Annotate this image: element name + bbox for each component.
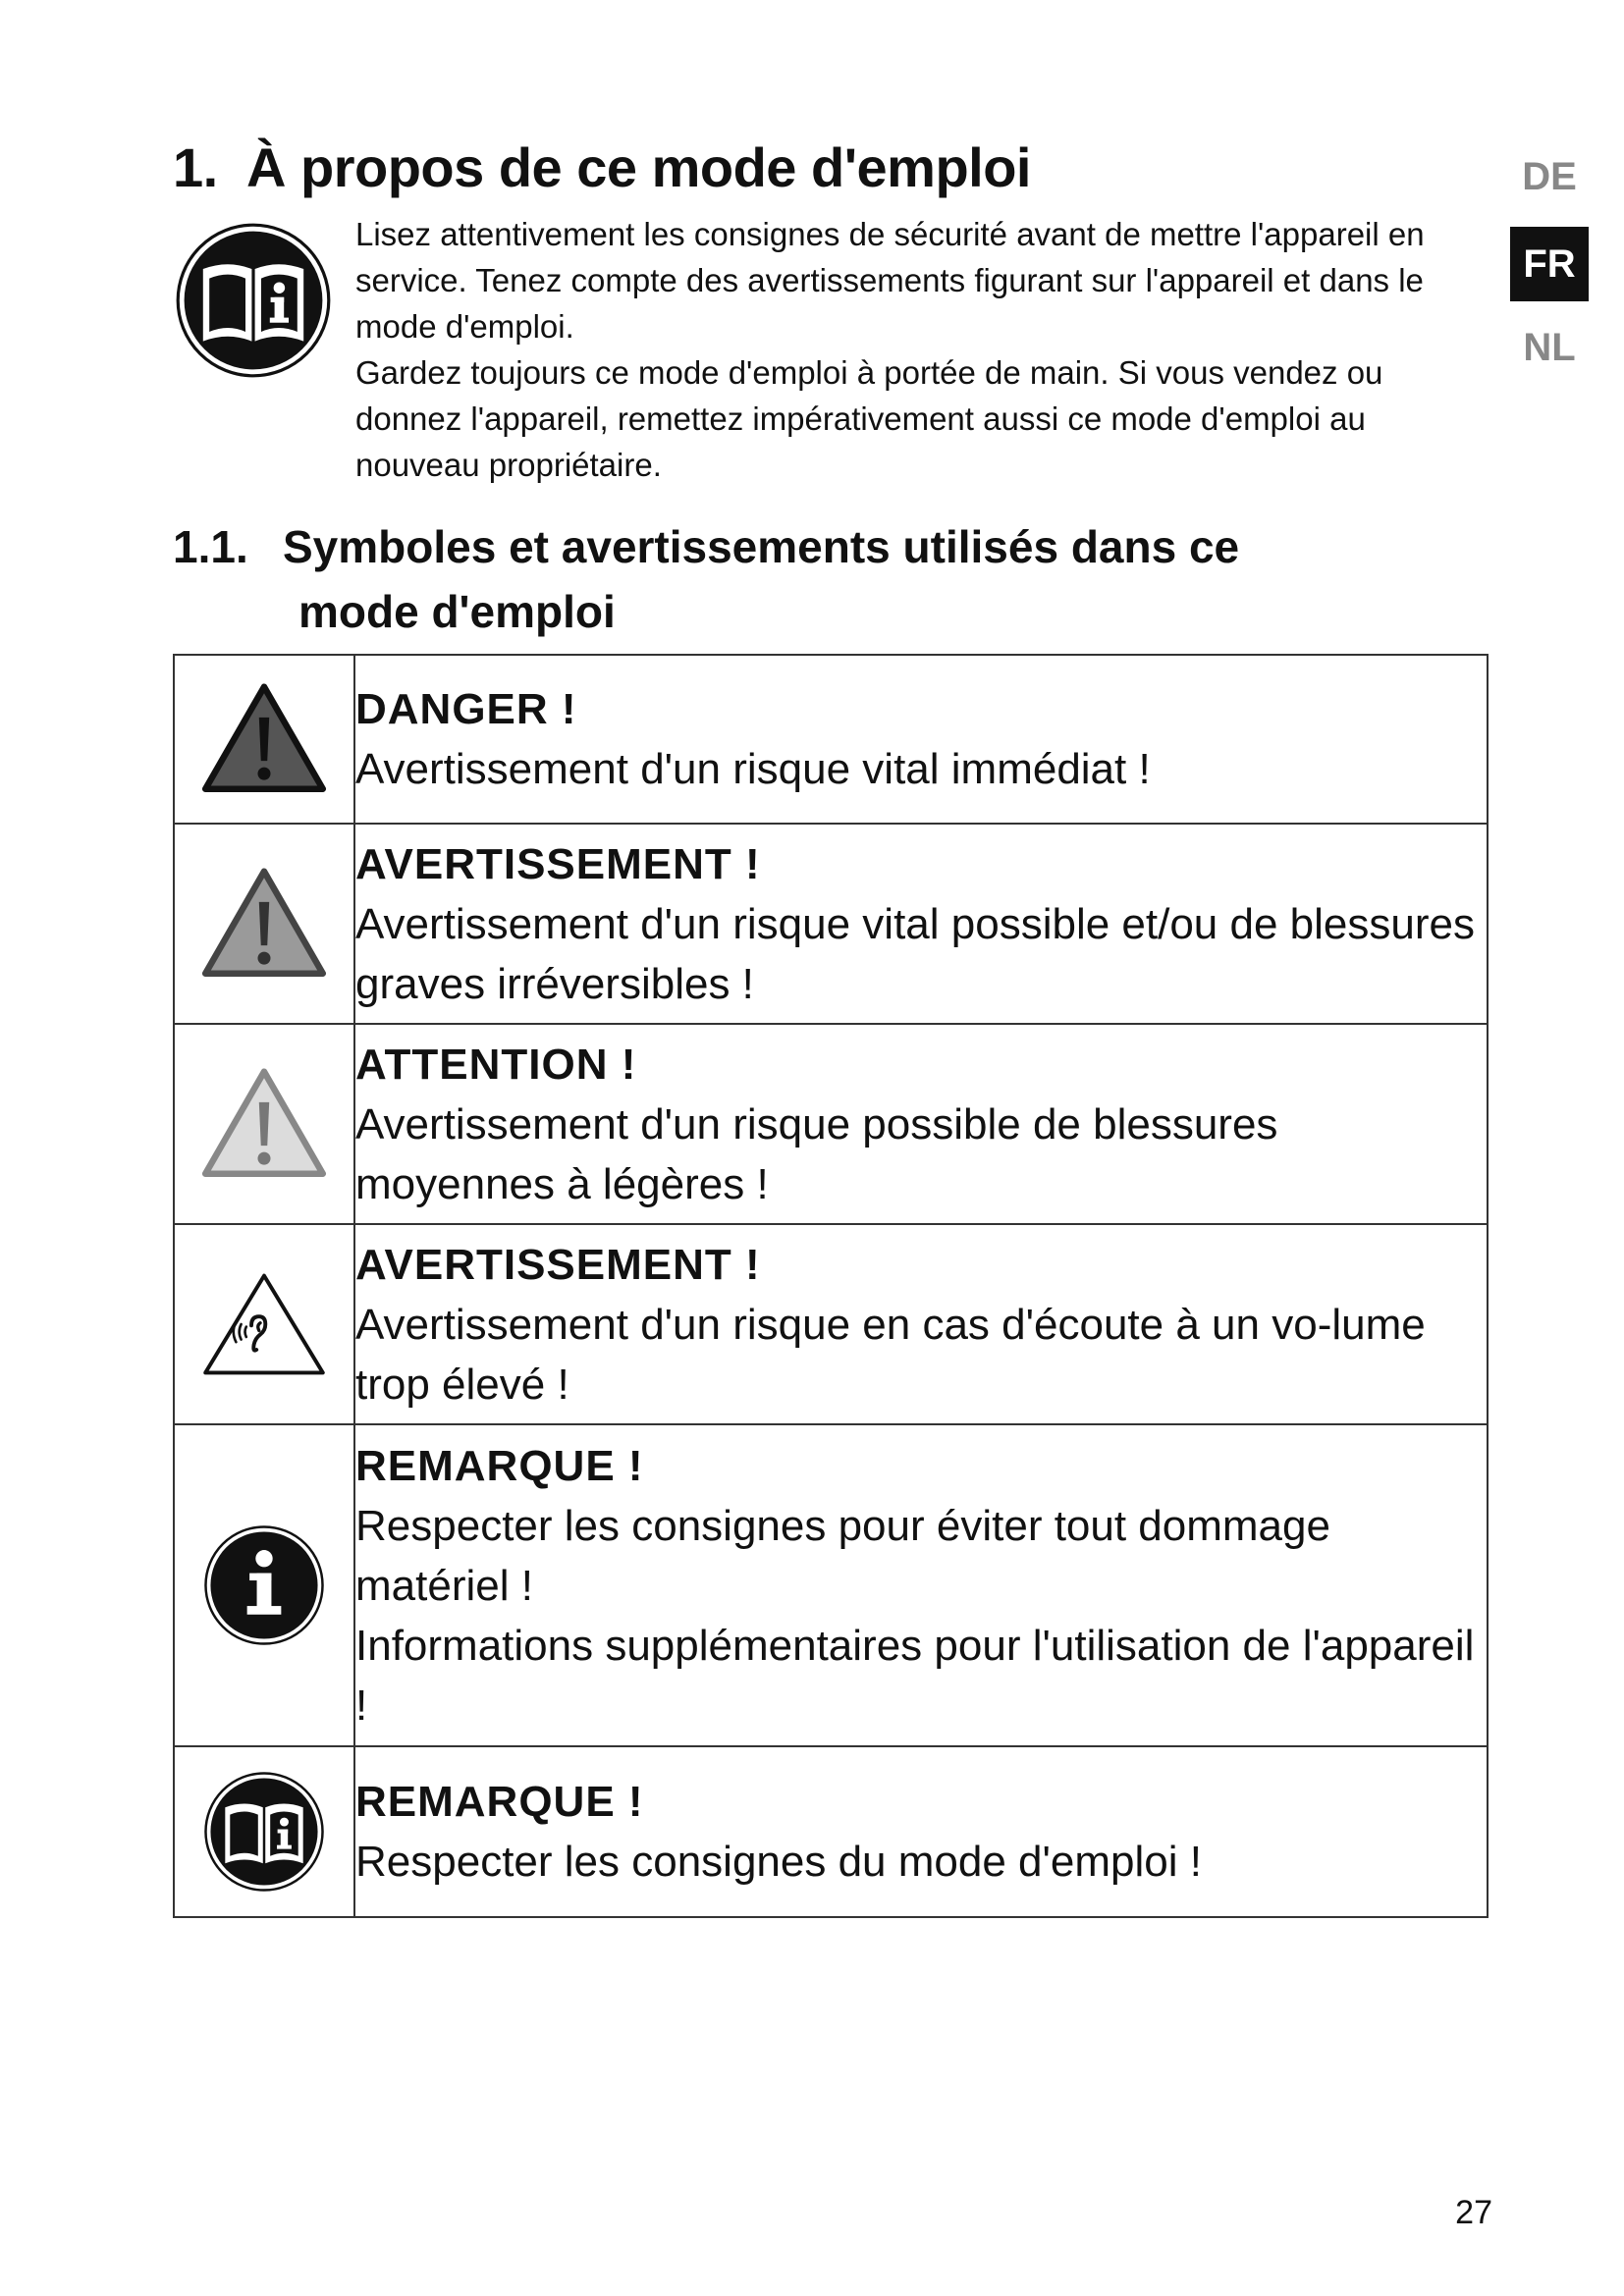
danger-triangle-icon (200, 681, 328, 797)
language-tab-nl[interactable]: NL (1523, 326, 1576, 369)
intro-paragraph: Lisez attentivement les consignes de sécurité avant de mettre l'appareil en service. Tenez compte des avertissements figurant sur l'appareil et dans le mode d'emploi. (355, 216, 1425, 345)
symbol-text-cell (354, 1746, 1488, 1917)
hearing-warning-icon (200, 1270, 328, 1378)
page-number: 27 (1455, 2194, 1492, 2231)
caution-triangle-icon (200, 1066, 328, 1182)
language-tab-fr[interactable]: FR (1510, 227, 1589, 301)
symbol-description: Informations supplémentaires pour l'utilisation de l'appareil ! (355, 1621, 1475, 1730)
info-circle-icon (203, 1524, 325, 1646)
symbol-title: REMARQUE ! (355, 1778, 644, 1826)
symbol-title: AVERTISSEMENT ! (355, 839, 761, 888)
symbol-icon-cell (174, 1746, 354, 1917)
symbol-description: Avertissement d'un risque vital possible et/ou de blessures graves irréversibles ! (355, 899, 1475, 1008)
symbol-description: Avertissement d'un risque vital immédiat ! (355, 745, 1151, 793)
symbol-text-cell (354, 1424, 1488, 1746)
symbol-title: DANGER ! (355, 685, 577, 733)
symbol-text-cell (354, 1224, 1488, 1424)
symbol-description: Avertissement d'un risque possible de blessures moyennes à légères ! (355, 1099, 1278, 1208)
subsection-title-line2: mode d'emploi (298, 586, 616, 637)
symbol-title: AVERTISSEMENT ! (355, 1240, 761, 1289)
table-row (174, 1746, 1488, 1917)
subsection-heading (173, 514, 1351, 644)
symbol-icon-cell (174, 655, 354, 824)
table-row (174, 1224, 1488, 1424)
intro-paragraph: Gardez toujours ce mode d'emploi à portée de main. Si vous vendez ou donnez l'appareil, remettez impérativement aussi ce mode d'emploi au nouveau propriétaire. (355, 354, 1383, 483)
symbol-title: ATTENTION ! (355, 1040, 637, 1089)
subsection-title-line1: Symboles et avertissements utilisés dans ce (283, 521, 1240, 572)
symbol-icon-cell (174, 1424, 354, 1746)
symbol-description: Respecter les consignes pour éviter tout dommage matériel ! (355, 1501, 1330, 1610)
section-number: 1. (173, 136, 218, 198)
language-tab-de[interactable]: DE (1522, 155, 1577, 198)
symbol-icon-cell (174, 824, 354, 1024)
section-title: À propos de ce mode d'emploi (246, 136, 1031, 198)
warning-triangle-icon (200, 866, 328, 982)
subsection-number: 1.1. (173, 521, 248, 572)
table-row (174, 655, 1488, 824)
intro-text (355, 211, 1485, 488)
symbol-text-cell (354, 655, 1488, 824)
symbols-table (173, 654, 1489, 1918)
table-row (174, 1024, 1488, 1224)
symbol-title: REMARQUE ! (355, 1441, 644, 1490)
manual-info-icon (175, 222, 332, 379)
table-row (174, 1424, 1488, 1746)
section-heading (173, 133, 1031, 202)
symbol-text-cell (354, 1024, 1488, 1224)
table-row (174, 824, 1488, 1024)
manual-info-icon (203, 1771, 325, 1893)
symbol-description: Respecter les consignes du mode d'emploi ! (355, 1838, 1202, 1886)
symbol-description: Avertissement d'un risque en cas d'écoute à un vo-lume trop élevé ! (355, 1300, 1426, 1409)
symbol-icon-cell (174, 1224, 354, 1424)
symbol-icon-cell (174, 1024, 354, 1224)
symbol-text-cell (354, 824, 1488, 1024)
